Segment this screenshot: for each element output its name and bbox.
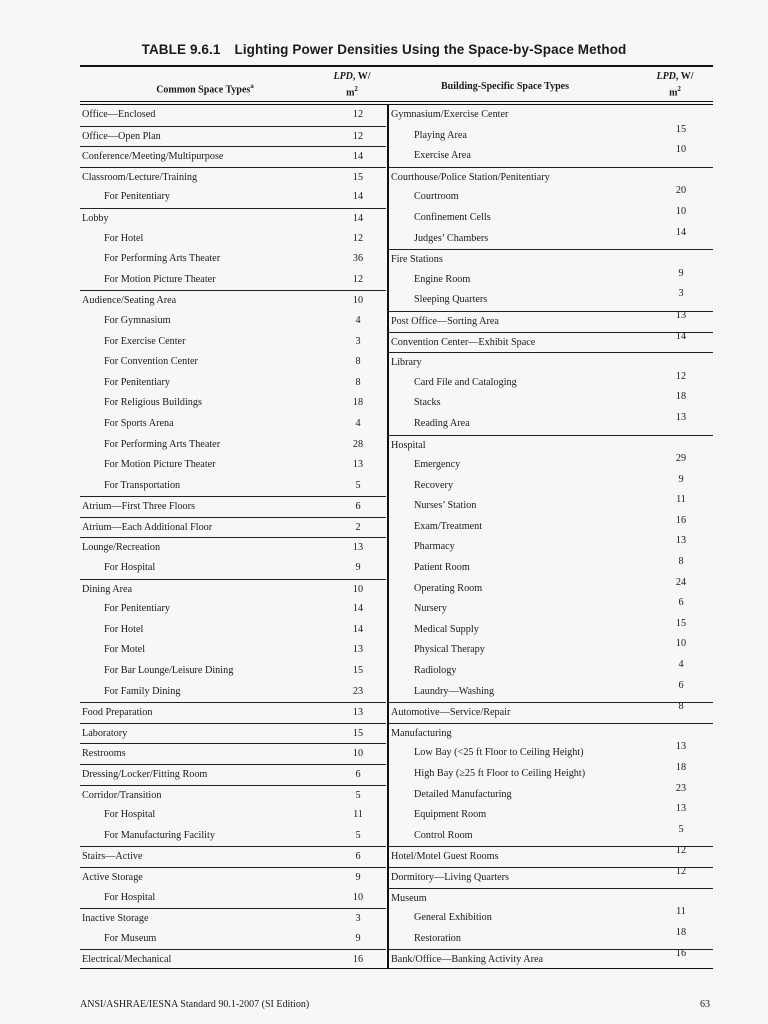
space-type-name: Lobby [82, 212, 109, 224]
header-rule [80, 101, 713, 102]
space-type-name: Exercise Area [414, 150, 471, 162]
space-type-name: Lounge/Recreation [82, 542, 161, 554]
space-type-name: Sleeping Quarters [414, 294, 488, 306]
space-type-name: Manufacturing [391, 727, 452, 739]
space-type-name: Office—Enclosed [82, 109, 156, 120]
space-type-name: Atrium—First Three Floors [82, 501, 196, 513]
table-row [80, 414, 386, 435]
lpd-value: 14 [352, 603, 364, 615]
space-type-name: For Transportation [104, 479, 181, 491]
space-type-name: For Convention Center [104, 356, 198, 368]
header-common-space-types [120, 80, 290, 96]
table-row [80, 949, 386, 970]
table-row [389, 146, 713, 167]
table-row [80, 908, 386, 929]
table-row [80, 764, 386, 785]
lpd-unit-sup: 2 [354, 85, 358, 93]
lpd-value: 16 [352, 954, 364, 966]
lpd-value: 10 [352, 295, 364, 307]
lpd-unit-m: m [346, 87, 355, 99]
table-row [80, 743, 386, 764]
table-row [389, 332, 713, 353]
space-type-name: Courtroom [414, 191, 459, 203]
lpd-value: 9 [355, 562, 361, 574]
table-row [80, 805, 386, 826]
space-type-name: Recovery [414, 479, 454, 491]
table-row [80, 558, 386, 579]
table-row [80, 455, 386, 476]
lpd-value: 9 [678, 473, 684, 485]
space-type-name: High Bay (≥25 ft Floor to Ceiling Height) [414, 768, 586, 779]
lpd-value: 12 [352, 109, 364, 120]
space-type-name: For Hospital [104, 891, 156, 903]
space-type-name: Radiology [414, 665, 457, 677]
lpd-unit: , W/ [352, 71, 371, 82]
table-row [80, 146, 386, 167]
lpd-value: 9 [678, 267, 684, 279]
space-type-name: For Performing Arts Theater [104, 253, 221, 265]
lpd-value: 3 [355, 913, 361, 925]
table-row [389, 949, 713, 970]
table-row [80, 352, 386, 373]
table-number: TABLE 9.6.1 [141, 42, 221, 57]
lpd-unit-m: m [669, 87, 678, 99]
table-title [0, 42, 768, 57]
lpd-unit: , W/ [675, 71, 694, 82]
space-type-name: Restoration [414, 932, 461, 944]
table-row [80, 785, 386, 806]
common-space-types-column [80, 105, 386, 970]
lpd-value: 2 [355, 521, 361, 533]
space-type-name: Classroom/Lecture/Training [82, 171, 198, 183]
lpd-value: 18 [352, 397, 364, 409]
space-type-name: Stairs—Active [82, 851, 143, 863]
lpd-value: 12 [675, 370, 687, 382]
table-row [80, 332, 386, 353]
space-type-name: Dining Area [82, 583, 133, 595]
lpd-value: 14 [675, 226, 687, 238]
space-type-name: Physical Therapy [414, 644, 485, 656]
lpd-value: 18 [675, 762, 687, 773]
space-type-name: Restrooms [82, 748, 126, 760]
table-row [80, 373, 386, 394]
lpd-value: 5 [678, 823, 684, 835]
space-type-name: Active Storage [82, 871, 143, 883]
space-type-name: For Motel [104, 644, 146, 656]
lpd-value: 13 [352, 542, 364, 554]
lpd-value: 18 [675, 926, 687, 938]
space-type-name: Emergency [414, 459, 461, 471]
space-type-name: Gymnasium/Exercise Center [391, 109, 509, 120]
table-row [389, 226, 713, 250]
lpd-value: 16 [675, 948, 687, 960]
lpd-value: 14 [352, 191, 364, 203]
space-type-name: For Religious Buildings [104, 397, 202, 409]
lpd-value: 20 [675, 185, 687, 197]
space-type-name: For Penitentiary [104, 376, 170, 388]
space-type-name: Detailed Manufacturing [414, 788, 512, 800]
space-type-name: Audience/Seating Area [82, 295, 177, 307]
table-row [80, 640, 386, 661]
lpd-value: 10 [675, 205, 687, 217]
table-row [80, 435, 386, 456]
space-type-name: Reading Area [414, 417, 470, 429]
space-type-name: Operating Room [414, 582, 483, 594]
lpd-value: 28 [352, 438, 364, 450]
table-row [80, 579, 386, 600]
space-type-name: For Performing Arts Theater [104, 438, 221, 450]
space-type-name: Engine Room [414, 273, 471, 285]
lpd-value: 14 [352, 151, 364, 163]
lpd-value: 11 [676, 906, 686, 918]
table-row [80, 702, 386, 723]
lpd-value: 6 [678, 597, 684, 609]
space-type-name: Nursery [414, 603, 447, 615]
lpd-value: 15 [352, 727, 364, 739]
space-type-name: For Motion Picture Theater [104, 273, 216, 285]
lpd-label: LPD [656, 71, 676, 82]
space-type-name: Hospital [391, 439, 426, 451]
lpd-value: 14 [675, 330, 687, 342]
table-row [80, 517, 386, 538]
table-row [80, 599, 386, 620]
space-type-name: For Motion Picture Theater [104, 459, 216, 471]
space-type-name: Automotive—Service/Repair [391, 707, 511, 719]
top-rule [80, 65, 713, 67]
lpd-value: 6 [678, 679, 684, 691]
header-lpd-right [640, 70, 710, 99]
table-row [80, 105, 386, 126]
space-type-name: For Family Dining [104, 685, 181, 697]
space-type-name: Atrium—Each Additional Floor [82, 521, 213, 533]
lpd-value: 23 [675, 782, 687, 794]
lpd-value: 14 [352, 212, 364, 224]
lpd-value: 9 [355, 932, 361, 944]
space-type-name: Exam/Treatment [414, 520, 483, 532]
lpd-value: 13 [675, 535, 687, 547]
building-specific-space-types-column [389, 105, 713, 970]
table-row [80, 846, 386, 867]
space-type-name: Office—Open Plan [82, 130, 161, 142]
lpd-value: 16 [675, 514, 687, 526]
lpd-value: 12 [352, 273, 364, 285]
space-type-name: Courthouse/Police Station/Penitentiary [391, 171, 550, 183]
space-type-name: Fire Stations [391, 254, 443, 266]
lpd-value: 24 [675, 576, 687, 588]
space-type-name: For Hospital [104, 562, 156, 574]
lpd-value: 3 [355, 335, 361, 347]
table-row [80, 167, 386, 188]
table-row [80, 249, 386, 270]
space-type-name: Dressing/Locker/Fitting Room [82, 769, 208, 780]
lpd-value: 10 [352, 748, 364, 760]
space-type-name: For Penitentiary [104, 603, 170, 615]
space-type-name: Nurses’ Station [414, 500, 477, 512]
space-type-name: General Exhibition [414, 912, 492, 924]
space-type-name: For Penitentiary [104, 191, 170, 203]
space-type-name: Judges’ Chambers [414, 232, 489, 244]
table-row [80, 208, 386, 229]
table-row [80, 496, 386, 517]
table-row [80, 537, 386, 558]
table-row [80, 826, 386, 847]
lpd-value: 13 [675, 411, 687, 423]
lpd-value: 10 [352, 891, 364, 903]
lpd-value: 10 [675, 144, 687, 156]
space-type-name: For Sports Arena [104, 417, 174, 429]
lpd-value: 11 [676, 494, 686, 506]
space-type-name: Hotel/Motel Guest Rooms [391, 851, 499, 863]
lpd-value: 13 [352, 707, 364, 719]
footnote-marker: a [250, 82, 254, 90]
lpd-value: 8 [678, 556, 684, 568]
table-row [80, 311, 386, 332]
lpd-value: 8 [355, 356, 361, 368]
table-row [80, 393, 386, 414]
space-type-name: Laboratory [82, 727, 128, 739]
space-type-name: Dormitory—Living Quarters [391, 871, 509, 883]
space-type-name: Electrical/Mechanical [82, 954, 172, 966]
table-row [80, 229, 386, 250]
table-row [80, 290, 386, 311]
header-common-label: Common Space Types [156, 84, 251, 96]
space-type-name: For Museum [104, 932, 157, 944]
lpd-value: 13 [352, 644, 364, 656]
lpd-value: 23 [352, 685, 364, 697]
space-type-name: Card File and Cataloging [414, 376, 517, 388]
lpd-value: 6 [355, 501, 361, 513]
lpd-value: 12 [675, 865, 687, 877]
space-type-name: Laundry—Washing [414, 685, 495, 697]
space-type-name: Pharmacy [414, 541, 455, 553]
lpd-value: 12 [352, 232, 364, 244]
space-type-name: Stacks [414, 397, 441, 409]
space-type-name: Conference/Meeting/Multipurpose [82, 151, 224, 163]
lpd-value: 15 [352, 665, 364, 677]
space-type-name: Food Preparation [82, 707, 153, 719]
lpd-value: 15 [675, 123, 687, 135]
lpd-value: 4 [678, 659, 684, 671]
space-type-name: Post Office—Sorting Area [391, 315, 499, 327]
lpd-value: 36 [352, 253, 364, 265]
space-type-name: Confinement Cells [414, 211, 491, 223]
table-row [80, 723, 386, 744]
table-row [80, 888, 386, 909]
lpd-value: 6 [355, 769, 361, 780]
lpd-value: 4 [355, 417, 361, 429]
space-type-name: For Manufacturing Facility [104, 829, 215, 841]
lpd-value: 18 [675, 391, 687, 403]
lpd-value: 12 [675, 845, 687, 857]
table-row [389, 702, 713, 723]
lpd-value: 12 [352, 130, 364, 142]
lpd-value: 9 [355, 871, 361, 883]
space-type-name: For Hotel [104, 232, 144, 244]
space-type-name: For Bar Lounge/Leisure Dining [104, 665, 234, 677]
space-type-name: Playing Area [414, 129, 467, 141]
table-row [80, 867, 386, 888]
lpd-value: 13 [675, 309, 687, 321]
header-building-specific-space-types: Building-Specific Space Types [441, 81, 569, 92]
lpd-value: 5 [355, 479, 361, 491]
table-row [80, 620, 386, 641]
lpd-value: 5 [355, 829, 361, 841]
lpd-value: 11 [353, 809, 363, 821]
space-type-name: Patient Room [414, 562, 470, 574]
table-row [80, 661, 386, 682]
header-lpd-left [322, 70, 382, 99]
bottom-rule [80, 968, 713, 969]
table-row [80, 270, 386, 291]
lpd-value: 8 [678, 701, 684, 713]
lpd-value: 13 [352, 459, 364, 471]
space-type-name: Low Bay (<25 ft Floor to Ceiling Height) [414, 747, 584, 759]
lpd-value: 10 [675, 638, 687, 650]
space-type-name: Control Room [414, 829, 473, 841]
lpd-value: 4 [355, 314, 361, 326]
space-type-name: Bank/Office—Banking Activity Area [391, 954, 544, 966]
space-type-name: Corridor/Transition [82, 789, 162, 801]
table-title-text: Lighting Power Densities Using the Space-by-Space Method [234, 42, 627, 57]
table-row [80, 187, 386, 208]
lpd-value: 13 [675, 803, 687, 815]
lpd-value: 15 [352, 171, 364, 183]
footer-standard: ANSI/ASHRAE/IESNA Standard 90.1-2007 (SI Edition) [80, 999, 310, 1010]
lpd-value: 29 [675, 453, 687, 465]
table-row [80, 929, 386, 950]
lpd-unit-sup: 2 [677, 85, 681, 93]
table-row [389, 411, 713, 435]
space-type-name: For Hospital [104, 809, 156, 821]
space-type-name: For Exercise Center [104, 335, 186, 347]
lpd-value: 5 [355, 789, 361, 801]
space-type-name: Library [391, 357, 422, 369]
page-number: 63 [700, 999, 710, 1010]
lpd-value: 14 [352, 623, 364, 635]
lpd-label: LPD [333, 71, 353, 82]
space-type-name: Convention Center—Exhibit Space [391, 336, 536, 348]
space-type-name: For Gymnasium [104, 314, 171, 326]
space-type-name: For Hotel [104, 623, 144, 635]
lpd-value: 6 [355, 851, 361, 863]
space-type-name: Museum [391, 892, 427, 904]
lpd-value: 15 [675, 617, 687, 629]
table-row [80, 682, 386, 703]
space-type-name: Inactive Storage [82, 913, 149, 925]
space-type-name: Equipment Room [414, 809, 487, 821]
lpd-value: 13 [675, 741, 687, 753]
table-row [389, 867, 713, 888]
space-type-name: Medical Supply [414, 623, 479, 635]
lpd-value: 3 [678, 288, 684, 300]
table-row [80, 126, 386, 147]
lpd-value: 10 [352, 583, 364, 595]
lpd-value: 8 [355, 376, 361, 388]
table-row [80, 476, 386, 497]
